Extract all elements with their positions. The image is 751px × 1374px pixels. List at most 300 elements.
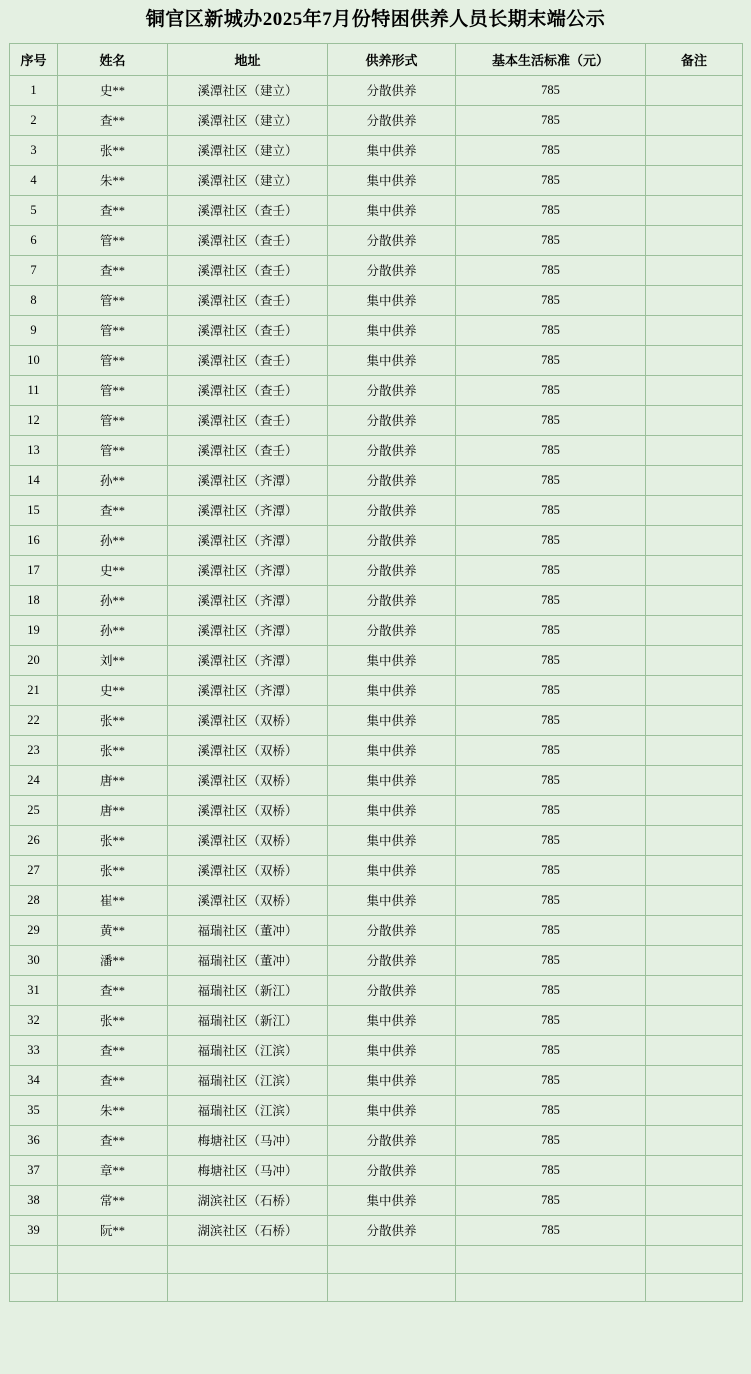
cell-standard: 785 bbox=[456, 735, 646, 765]
table-row bbox=[10, 345, 743, 375]
cell-index: 35 bbox=[10, 1095, 58, 1125]
table-row bbox=[10, 135, 743, 165]
cell-support-type: 集中供养 bbox=[328, 705, 456, 735]
cell-address: 溪潭社区（双桥） bbox=[168, 855, 328, 885]
cell-remark bbox=[646, 345, 743, 375]
cell-name: 潘** bbox=[58, 945, 168, 975]
table-row bbox=[10, 585, 743, 615]
cell-index: 36 bbox=[10, 1125, 58, 1155]
cell-standard: 785 bbox=[456, 675, 646, 705]
cell-address: 福瑞社区（江滨） bbox=[168, 1065, 328, 1095]
column-header-name: 姓名 bbox=[58, 43, 168, 75]
cell-support-type: 集中供养 bbox=[328, 795, 456, 825]
cell-name: 孙** bbox=[58, 465, 168, 495]
cell-index: 26 bbox=[10, 825, 58, 855]
cell-standard: 785 bbox=[456, 525, 646, 555]
cell-standard: 785 bbox=[456, 765, 646, 795]
cell-address: 溪潭社区（双桥） bbox=[168, 795, 328, 825]
cell-name: 查** bbox=[58, 105, 168, 135]
cell-name: 唐** bbox=[58, 795, 168, 825]
table-row bbox=[10, 105, 743, 135]
cell-index: 14 bbox=[10, 465, 58, 495]
cell-remark bbox=[646, 555, 743, 585]
cell-address: 溪潭社区（双桥） bbox=[168, 765, 328, 795]
cell-index: 37 bbox=[10, 1155, 58, 1185]
cell-standard: 785 bbox=[456, 165, 646, 195]
empty-row bbox=[10, 1273, 743, 1301]
cell-remark bbox=[646, 75, 743, 105]
table-row bbox=[10, 75, 743, 105]
cell-remark bbox=[646, 1095, 743, 1125]
empty-cell bbox=[328, 1273, 456, 1301]
cell-remark bbox=[646, 615, 743, 645]
column-header-address: 地址 bbox=[168, 43, 328, 75]
column-header-support-type: 供养形式 bbox=[328, 43, 456, 75]
cell-remark bbox=[646, 375, 743, 405]
cell-standard: 785 bbox=[456, 795, 646, 825]
cell-remark bbox=[646, 1065, 743, 1095]
cell-standard: 785 bbox=[456, 315, 646, 345]
empty-cell bbox=[328, 1246, 456, 1274]
column-header-remark: 备注 bbox=[646, 43, 743, 75]
cell-support-type: 分散供养 bbox=[328, 615, 456, 645]
cell-address: 溪潭社区（查壬） bbox=[168, 195, 328, 225]
cell-address: 梅塘社区（马冲） bbox=[168, 1155, 328, 1185]
cell-index: 28 bbox=[10, 885, 58, 915]
cell-standard: 785 bbox=[456, 255, 646, 285]
cell-index: 11 bbox=[10, 375, 58, 405]
cell-address: 福瑞社区（江滨） bbox=[168, 1035, 328, 1065]
cell-remark bbox=[646, 645, 743, 675]
cell-support-type: 集中供养 bbox=[328, 855, 456, 885]
cell-name: 朱** bbox=[58, 165, 168, 195]
cell-index: 6 bbox=[10, 225, 58, 255]
cell-support-type: 集中供养 bbox=[328, 315, 456, 345]
cell-address: 溪潭社区（建立） bbox=[168, 165, 328, 195]
cell-support-type: 集中供养 bbox=[328, 195, 456, 225]
cell-support-type: 集中供养 bbox=[328, 675, 456, 705]
cell-address: 溪潭社区（查壬） bbox=[168, 405, 328, 435]
cell-remark bbox=[646, 975, 743, 1005]
cell-remark bbox=[646, 585, 743, 615]
cell-name: 管** bbox=[58, 345, 168, 375]
cell-remark bbox=[646, 735, 743, 765]
cell-remark bbox=[646, 525, 743, 555]
cell-index: 4 bbox=[10, 165, 58, 195]
cell-address: 溪潭社区（齐潭） bbox=[168, 495, 328, 525]
table-row bbox=[10, 375, 743, 405]
cell-index: 1 bbox=[10, 75, 58, 105]
cell-address: 溪潭社区（齐潭） bbox=[168, 465, 328, 495]
cell-support-type: 分散供养 bbox=[328, 105, 456, 135]
cell-support-type: 集中供养 bbox=[328, 1095, 456, 1125]
cell-remark bbox=[646, 765, 743, 795]
cell-support-type: 集中供养 bbox=[328, 165, 456, 195]
table-row bbox=[10, 225, 743, 255]
cell-support-type: 分散供养 bbox=[328, 375, 456, 405]
cell-name: 朱** bbox=[58, 1095, 168, 1125]
cell-remark bbox=[646, 1125, 743, 1155]
table-row bbox=[10, 975, 743, 1005]
empty-cell bbox=[168, 1273, 328, 1301]
table-row bbox=[10, 195, 743, 225]
table-row bbox=[10, 795, 743, 825]
cell-remark bbox=[646, 225, 743, 255]
cell-remark bbox=[646, 315, 743, 345]
cell-standard: 785 bbox=[456, 585, 646, 615]
table-row bbox=[10, 855, 743, 885]
cell-remark bbox=[646, 1215, 743, 1245]
cell-index: 17 bbox=[10, 555, 58, 585]
cell-index: 39 bbox=[10, 1215, 58, 1245]
cell-remark bbox=[646, 285, 743, 315]
cell-address: 溪潭社区（双桥） bbox=[168, 735, 328, 765]
cell-name: 崔** bbox=[58, 885, 168, 915]
table-row bbox=[10, 405, 743, 435]
cell-remark bbox=[646, 465, 743, 495]
cell-standard: 785 bbox=[456, 1095, 646, 1125]
cell-support-type: 分散供养 bbox=[328, 1125, 456, 1155]
cell-name: 章** bbox=[58, 1155, 168, 1185]
cell-standard: 785 bbox=[456, 1035, 646, 1065]
cell-name: 查** bbox=[58, 1125, 168, 1155]
cell-standard: 785 bbox=[456, 105, 646, 135]
cell-support-type: 集中供养 bbox=[328, 1005, 456, 1035]
cell-support-type: 分散供养 bbox=[328, 435, 456, 465]
cell-index: 2 bbox=[10, 105, 58, 135]
cell-remark bbox=[646, 855, 743, 885]
table-row bbox=[10, 675, 743, 705]
table-row bbox=[10, 1065, 743, 1095]
cell-name: 孙** bbox=[58, 615, 168, 645]
cell-index: 29 bbox=[10, 915, 58, 945]
cell-name: 阮** bbox=[58, 1215, 168, 1245]
cell-standard: 785 bbox=[456, 1215, 646, 1245]
cell-address: 福瑞社区（新江） bbox=[168, 1005, 328, 1035]
cell-remark bbox=[646, 165, 743, 195]
cell-address: 溪潭社区（查壬） bbox=[168, 345, 328, 375]
table-row bbox=[10, 1125, 743, 1155]
cell-remark bbox=[646, 255, 743, 285]
empty-cell bbox=[456, 1246, 646, 1274]
cell-standard: 785 bbox=[456, 975, 646, 1005]
empty-cell bbox=[646, 1246, 743, 1274]
table-row bbox=[10, 495, 743, 525]
cell-standard: 785 bbox=[456, 615, 646, 645]
cell-index: 23 bbox=[10, 735, 58, 765]
cell-index: 7 bbox=[10, 255, 58, 285]
page-title: 铜官区新城办2025年7月份特困供养人员长期末端公示 bbox=[0, 0, 751, 43]
cell-standard: 785 bbox=[456, 555, 646, 585]
cell-support-type: 分散供养 bbox=[328, 1215, 456, 1245]
table-row bbox=[10, 825, 743, 855]
cell-remark bbox=[646, 405, 743, 435]
table-row bbox=[10, 765, 743, 795]
cell-index: 8 bbox=[10, 285, 58, 315]
cell-standard: 785 bbox=[456, 915, 646, 945]
cell-standard: 785 bbox=[456, 195, 646, 225]
cell-remark bbox=[646, 135, 743, 165]
cell-remark bbox=[646, 195, 743, 225]
cell-address: 溪潭社区（双桥） bbox=[168, 705, 328, 735]
cell-standard: 785 bbox=[456, 1155, 646, 1185]
cell-name: 唐** bbox=[58, 765, 168, 795]
cell-standard: 785 bbox=[456, 285, 646, 315]
table-row bbox=[10, 165, 743, 195]
column-header-index: 序号 bbox=[10, 43, 58, 75]
cell-standard: 785 bbox=[456, 405, 646, 435]
cell-remark bbox=[646, 1035, 743, 1065]
cell-remark bbox=[646, 915, 743, 945]
cell-name: 管** bbox=[58, 315, 168, 345]
cell-index: 12 bbox=[10, 405, 58, 435]
empty-rows-area bbox=[9, 1246, 743, 1302]
cell-standard: 785 bbox=[456, 345, 646, 375]
cell-remark bbox=[646, 945, 743, 975]
cell-name: 孙** bbox=[58, 525, 168, 555]
cell-standard: 785 bbox=[456, 855, 646, 885]
cell-standard: 785 bbox=[456, 825, 646, 855]
table-row bbox=[10, 1035, 743, 1065]
cell-index: 38 bbox=[10, 1185, 58, 1215]
cell-name: 管** bbox=[58, 435, 168, 465]
cell-name: 张** bbox=[58, 825, 168, 855]
table-row bbox=[10, 315, 743, 345]
cell-remark bbox=[646, 705, 743, 735]
cell-address: 溪潭社区（查壬） bbox=[168, 375, 328, 405]
cell-index: 10 bbox=[10, 345, 58, 375]
cell-support-type: 集中供养 bbox=[328, 885, 456, 915]
cell-address: 溪潭社区（查壬） bbox=[168, 315, 328, 345]
cell-address: 溪潭社区（齐潭） bbox=[168, 555, 328, 585]
cell-standard: 785 bbox=[456, 135, 646, 165]
empty-cell bbox=[456, 1273, 646, 1301]
cell-index: 3 bbox=[10, 135, 58, 165]
cell-address: 湖滨社区（石桥） bbox=[168, 1185, 328, 1215]
cell-support-type: 分散供养 bbox=[328, 255, 456, 285]
cell-address: 溪潭社区（齐潭） bbox=[168, 645, 328, 675]
cell-index: 24 bbox=[10, 765, 58, 795]
cell-address: 溪潭社区（齐潭） bbox=[168, 615, 328, 645]
empty-cell bbox=[10, 1273, 58, 1301]
cell-standard: 785 bbox=[456, 1005, 646, 1035]
cell-address: 溪潭社区（查壬） bbox=[168, 435, 328, 465]
cell-name: 张** bbox=[58, 705, 168, 735]
cell-standard: 785 bbox=[456, 705, 646, 735]
cell-index: 19 bbox=[10, 615, 58, 645]
table-header bbox=[10, 43, 743, 75]
cell-name: 史** bbox=[58, 555, 168, 585]
cell-standard: 785 bbox=[456, 1065, 646, 1095]
cell-address: 溪潭社区（齐潭） bbox=[168, 675, 328, 705]
cell-support-type: 集中供养 bbox=[328, 825, 456, 855]
cell-name: 张** bbox=[58, 855, 168, 885]
cell-address: 溪潭社区（建立） bbox=[168, 135, 328, 165]
table-body bbox=[10, 75, 743, 1245]
cell-support-type: 集中供养 bbox=[328, 1035, 456, 1065]
table-row bbox=[10, 915, 743, 945]
cell-index: 16 bbox=[10, 525, 58, 555]
cell-address: 溪潭社区（建立） bbox=[168, 105, 328, 135]
cell-name: 查** bbox=[58, 1035, 168, 1065]
cell-standard: 785 bbox=[456, 465, 646, 495]
cell-address: 溪潭社区（建立） bbox=[168, 75, 328, 105]
cell-support-type: 分散供养 bbox=[328, 495, 456, 525]
cell-index: 20 bbox=[10, 645, 58, 675]
cell-standard: 785 bbox=[456, 885, 646, 915]
table-row bbox=[10, 1095, 743, 1125]
cell-name: 查** bbox=[58, 195, 168, 225]
cell-support-type: 集中供养 bbox=[328, 735, 456, 765]
cell-address: 梅塘社区（马冲） bbox=[168, 1125, 328, 1155]
cell-standard: 785 bbox=[456, 1185, 646, 1215]
empty-row bbox=[10, 1246, 743, 1274]
cell-support-type: 集中供养 bbox=[328, 135, 456, 165]
table-row bbox=[10, 555, 743, 585]
cell-index: 9 bbox=[10, 315, 58, 345]
cell-standard: 785 bbox=[456, 645, 646, 675]
cell-index: 18 bbox=[10, 585, 58, 615]
empty-cell bbox=[646, 1273, 743, 1301]
cell-name: 查** bbox=[58, 975, 168, 1005]
cell-support-type: 集中供养 bbox=[328, 765, 456, 795]
cell-index: 30 bbox=[10, 945, 58, 975]
empty-cell bbox=[10, 1246, 58, 1274]
cell-name: 黄** bbox=[58, 915, 168, 945]
empty-cell bbox=[58, 1246, 168, 1274]
cell-standard: 785 bbox=[456, 435, 646, 465]
cell-support-type: 分散供养 bbox=[328, 915, 456, 945]
table-header-row bbox=[10, 43, 743, 75]
table-row bbox=[10, 645, 743, 675]
cell-name: 张** bbox=[58, 1005, 168, 1035]
table-row bbox=[10, 1155, 743, 1185]
table-row bbox=[10, 735, 743, 765]
cell-remark bbox=[646, 1005, 743, 1035]
cell-support-type: 分散供养 bbox=[328, 585, 456, 615]
cell-support-type: 分散供养 bbox=[328, 405, 456, 435]
cell-index: 32 bbox=[10, 1005, 58, 1035]
cell-address: 溪潭社区（双桥） bbox=[168, 825, 328, 855]
cell-index: 33 bbox=[10, 1035, 58, 1065]
cell-remark bbox=[646, 435, 743, 465]
cell-index: 21 bbox=[10, 675, 58, 705]
table-row bbox=[10, 1005, 743, 1035]
cell-name: 张** bbox=[58, 735, 168, 765]
cell-support-type: 分散供养 bbox=[328, 225, 456, 255]
empty-cell bbox=[168, 1246, 328, 1274]
cell-address: 湖滨社区（石桥） bbox=[168, 1215, 328, 1245]
cell-address: 福瑞社区（董冲） bbox=[168, 945, 328, 975]
cell-name: 管** bbox=[58, 375, 168, 405]
cell-index: 34 bbox=[10, 1065, 58, 1095]
cell-remark bbox=[646, 1155, 743, 1185]
cell-address: 溪潭社区（齐潭） bbox=[168, 585, 328, 615]
table-row bbox=[10, 615, 743, 645]
table-row bbox=[10, 465, 743, 495]
cell-address: 福瑞社区（新江） bbox=[168, 975, 328, 1005]
cell-standard: 785 bbox=[456, 945, 646, 975]
table-row bbox=[10, 285, 743, 315]
table-row bbox=[10, 525, 743, 555]
cell-support-type: 集中供养 bbox=[328, 285, 456, 315]
cell-standard: 785 bbox=[456, 375, 646, 405]
table-row bbox=[10, 1215, 743, 1245]
cell-support-type: 集中供养 bbox=[328, 645, 456, 675]
cell-remark bbox=[646, 795, 743, 825]
cell-address: 溪潭社区（双桥） bbox=[168, 885, 328, 915]
cell-support-type: 分散供养 bbox=[328, 555, 456, 585]
table-row bbox=[10, 705, 743, 735]
cell-support-type: 集中供养 bbox=[328, 1185, 456, 1215]
cell-standard: 785 bbox=[456, 1125, 646, 1155]
cell-support-type: 分散供养 bbox=[328, 525, 456, 555]
sheet-bottom-padding bbox=[0, 1302, 751, 1332]
cell-address: 溪潭社区（查壬） bbox=[168, 285, 328, 315]
cell-support-type: 分散供养 bbox=[328, 975, 456, 1005]
cell-name: 管** bbox=[58, 285, 168, 315]
cell-remark bbox=[646, 495, 743, 525]
cell-name: 查** bbox=[58, 495, 168, 525]
empty-cell bbox=[58, 1273, 168, 1301]
cell-name: 常** bbox=[58, 1185, 168, 1215]
table-row bbox=[10, 1185, 743, 1215]
table-row bbox=[10, 435, 743, 465]
cell-remark bbox=[646, 825, 743, 855]
cell-address: 溪潭社区（查壬） bbox=[168, 255, 328, 285]
cell-index: 31 bbox=[10, 975, 58, 1005]
table-row bbox=[10, 885, 743, 915]
cell-name: 张** bbox=[58, 135, 168, 165]
cell-name: 刘** bbox=[58, 645, 168, 675]
table-row bbox=[10, 945, 743, 975]
cell-standard: 785 bbox=[456, 75, 646, 105]
cell-support-type: 分散供养 bbox=[328, 75, 456, 105]
cell-address: 溪潭社区（查壬） bbox=[168, 225, 328, 255]
cell-name: 史** bbox=[58, 75, 168, 105]
cell-support-type: 分散供养 bbox=[328, 945, 456, 975]
cell-name: 查** bbox=[58, 255, 168, 285]
cell-support-type: 集中供养 bbox=[328, 1065, 456, 1095]
cell-address: 福瑞社区（董冲） bbox=[168, 915, 328, 945]
cell-standard: 785 bbox=[456, 225, 646, 255]
cell-index: 27 bbox=[10, 855, 58, 885]
column-header-standard: 基本生活标准（元） bbox=[456, 43, 646, 75]
cell-standard: 785 bbox=[456, 495, 646, 525]
cell-name: 管** bbox=[58, 225, 168, 255]
cell-address: 溪潭社区（齐潭） bbox=[168, 525, 328, 555]
cell-name: 孙** bbox=[58, 585, 168, 615]
cell-index: 22 bbox=[10, 705, 58, 735]
cell-support-type: 分散供养 bbox=[328, 465, 456, 495]
cell-index: 25 bbox=[10, 795, 58, 825]
cell-support-type: 集中供养 bbox=[328, 345, 456, 375]
cell-index: 5 bbox=[10, 195, 58, 225]
cell-name: 查** bbox=[58, 1065, 168, 1095]
cell-support-type: 分散供养 bbox=[328, 1155, 456, 1185]
public-notice-table bbox=[9, 43, 743, 1246]
cell-name: 史** bbox=[58, 675, 168, 705]
cell-remark bbox=[646, 105, 743, 135]
cell-remark bbox=[646, 675, 743, 705]
cell-index: 15 bbox=[10, 495, 58, 525]
cell-remark bbox=[646, 885, 743, 915]
cell-index: 13 bbox=[10, 435, 58, 465]
cell-remark bbox=[646, 1185, 743, 1215]
cell-address: 福瑞社区（江滨） bbox=[168, 1095, 328, 1125]
table-row bbox=[10, 255, 743, 285]
cell-name: 管** bbox=[58, 405, 168, 435]
